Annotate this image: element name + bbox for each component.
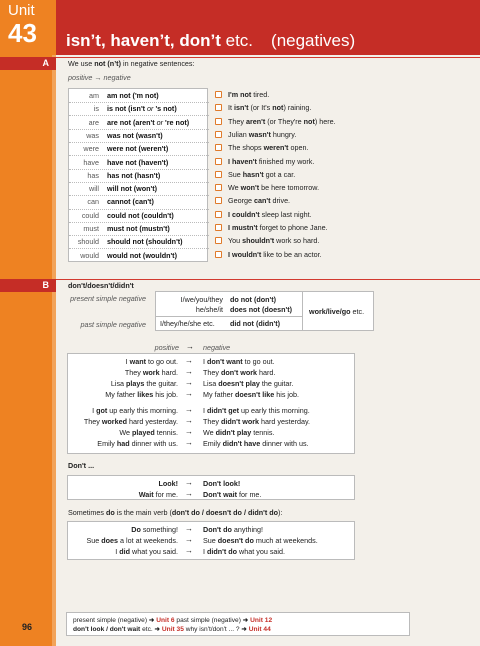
table-row [69,89,209,103]
cross-reference-line-1: present simple (negative) ➜ Unit 6 past simple (negative) ➜ Unit 12 [73,617,273,624]
arrow-right-icon: → [185,535,193,544]
table-row [69,102,209,116]
checkbox-icon[interactable] [215,118,222,125]
positive-sentence: I want to go out. [125,357,178,366]
negative-sentence: Don't do anything! [203,525,264,534]
positive-sentence: Lisa plays the guitar. [110,379,178,388]
positive-sentence: I got up early this morning. [92,406,178,415]
positive-sentence: Sue does a lot at weekends. [86,536,178,545]
checkbox-icon[interactable] [215,131,222,138]
table-row [69,209,209,223]
table-row [69,142,209,156]
negative-sentence: I didn't get up early this morning. [203,406,310,415]
arrow-right-icon: → [185,367,193,376]
arrow-right-icon: → [185,524,193,533]
positive-sentence: They work hard. [124,368,178,377]
positive-sentence: Wait for me. [138,490,178,499]
negative-form: must not (mustn't) [107,224,170,233]
negative-sentence: I didn't do what you said. [203,547,286,556]
negative-form: is not (isn't or 's not) [107,104,177,114]
cross-reference-line-2: don't look / don't wait etc. ➜ Unit 35 why isn't/don't ... ? ➜ Unit 44 [73,626,271,633]
arrow-right-icon: → [185,416,193,425]
negative-form: would not (wouldn't) [107,250,177,260]
arrow-right-icon: → [185,438,193,447]
page-number: 96 [22,622,33,632]
example-sentence: I haven't finished my work. [215,155,314,169]
example-sentence: We won't be here tomorrow. [215,181,319,195]
main-verb-do-box [67,521,355,560]
table-row [69,249,209,263]
example-sentence: George can't drive. [215,194,290,208]
negative-form: will not (won't) [107,184,158,194]
negative-sentence: I don't want to go out. [203,357,275,366]
example-sentence: You shouldn't work so hard. [215,234,319,248]
link-unit-35[interactable]: Unit 35 [161,626,184,633]
negative-form: are not (aren't or 're not) [107,117,190,127]
subject-form: was [86,130,99,140]
arrow-right-icon: → [185,478,193,487]
negative-sentence: Emily didn't have dinner with us. [203,439,309,448]
negative-form: have not (haven't) [107,157,169,167]
negative-form: has not (hasn't) [107,170,161,180]
positive-sentence: They worked hard yesterday. [83,417,178,426]
subject-form: is [93,104,99,114]
negative-sentence: My father doesn't like his job. [203,390,300,399]
arrow-right-icon: ➜ [154,626,161,633]
negative-sentence: Sue doesn't do much at weekends. [203,536,318,545]
arrow-right-icon: → [185,356,193,365]
main-verb-intro: Sometimes do is the main verb (don't do / doesn't do / didn't do): [68,508,283,517]
subject-form: must [83,224,99,233]
subject-form: have [83,157,99,167]
example-sentence: I couldn't sleep last night. [215,208,312,222]
checkbox-icon[interactable] [215,237,222,244]
negative-form: should not (shouldn't) [107,237,183,247]
section-b-rule [56,279,480,280]
section-b-marker: B [0,279,56,292]
checkbox-icon[interactable] [215,251,222,258]
subject-form: are [88,117,99,127]
negative-forms-table [68,88,208,262]
negative-sentence: They didn't work hard yesterday. [203,417,311,426]
section-a-rule [56,57,480,58]
column-negative: negative [203,343,231,352]
subject-form: am [89,91,99,100]
present-simple-negative-label: present simple negative [70,294,146,303]
arrow-right-icon: → [185,378,193,387]
checkbox-icon[interactable] [215,197,222,204]
example-sentence: The shops weren't open. [215,141,308,155]
title-rest: etc. [220,31,254,50]
unit-label: Unit [8,2,35,19]
checkbox-icon[interactable] [215,104,222,111]
positive-sentence: I did what you said. [115,547,178,556]
checkbox-icon[interactable] [215,144,222,151]
arrow-right-icon: → [185,546,193,555]
verb-cell: work/live/go etc. [302,291,374,331]
negative-form: am not ('m not) [107,91,159,100]
checkbox-icon[interactable] [215,158,222,165]
section-b-heading: don't/doesn't/didn't [68,281,134,290]
example-sentence: Sue hasn't got a car. [215,168,295,182]
table-row [69,156,209,170]
table-row [69,182,209,196]
table-row [69,235,209,249]
arrow-right-icon: → [185,405,193,414]
subject-form: would [80,250,99,260]
dont-examples-box [67,475,355,500]
table-row [69,195,209,209]
table-row [69,129,209,143]
positive-sentence: We played tennis. [119,428,178,437]
section-a-intro: We use not (n’t) in negative sentences: [68,59,195,68]
checkbox-icon[interactable] [215,91,222,98]
column-arrow: → [186,342,194,351]
past-simple-negative-label: past simple negative [80,320,146,329]
negative-form: was not (wasn't) [107,130,163,140]
title-main: isn’t, haven’t, don’t [66,31,221,50]
dont-heading: Don't ... [68,461,95,470]
negative-sentence: We didn't play tennis. [203,428,275,437]
arrow-right-icon: ➜ [242,617,249,624]
arrow-right-icon: ➜ [148,617,155,624]
example-sentence: I'm not tired. [215,88,269,102]
example-sentence: I wouldn't like to be an actor. [215,248,322,262]
negative-form: could not (couldn't) [107,210,174,220]
left-margin-band [0,0,56,646]
subject-form: were [83,144,99,154]
link-unit-12[interactable]: Unit 12 [250,617,273,624]
negative-form: cannot (can't) [107,197,154,207]
arrow-right-icon: → [185,427,193,436]
negative-sentence: Lisa doesn't play the guitar. [203,379,294,388]
checkbox-icon[interactable] [215,224,222,231]
unit-number: 43 [8,18,37,48]
table-row [69,169,209,183]
link-unit-44[interactable]: Unit 44 [248,626,271,633]
column-positive: positive [154,343,179,352]
checkbox-icon[interactable] [215,211,222,218]
checkbox-icon[interactable] [215,171,222,178]
subject-form: will [89,184,99,194]
section-a-marker: A [0,57,56,70]
positive-sentence: Look! [158,479,178,488]
example-sentence: Julian wasn't hungry. [215,128,296,142]
present-negative-cell: I/we/you/they he/she/it do not (don't) does not (doesn't) [155,291,303,317]
positive-sentence: My father likes his job. [105,390,178,399]
dont-doesnt-didnt-examples-box [67,353,355,454]
arrow-right-icon: → [185,389,193,398]
past-negative-cell: I/they/he/she etc. did not (didn't) [155,316,303,331]
table-row [69,116,209,130]
positive-negative-legend: positive → negative [68,73,131,82]
example-sentence: They aren't (or They're not) here. [215,115,336,129]
checkbox-icon[interactable] [215,184,222,191]
link-unit-6[interactable]: Unit 6 [156,617,175,624]
table-row [69,222,209,236]
subject-form: has [87,170,99,180]
negative-sentence: They don't work hard. [203,368,276,377]
negative-form: were not (weren't) [107,144,169,154]
section-a-examples [215,88,435,262]
title-negatives: (negatives) [271,31,356,50]
unit-title [66,31,355,51]
cross-reference-box [66,612,410,636]
arrow-right-icon: → [185,489,193,498]
negative-sentence: Don't wait for me. [203,490,262,499]
subject-form: can [87,197,99,207]
positive-sentence: Do something! [131,525,178,534]
positive-sentence: Emily had dinner with us. [97,439,178,448]
negative-sentence: Don't look! [203,479,241,488]
subject-form: could [81,210,99,220]
arrow-right-icon: ➜ [241,626,247,633]
example-sentence: It isn't (or It's not) raining. [215,101,311,115]
example-sentence: I mustn't forget to phone Jane. [215,221,328,235]
subject-form: should [77,237,99,247]
